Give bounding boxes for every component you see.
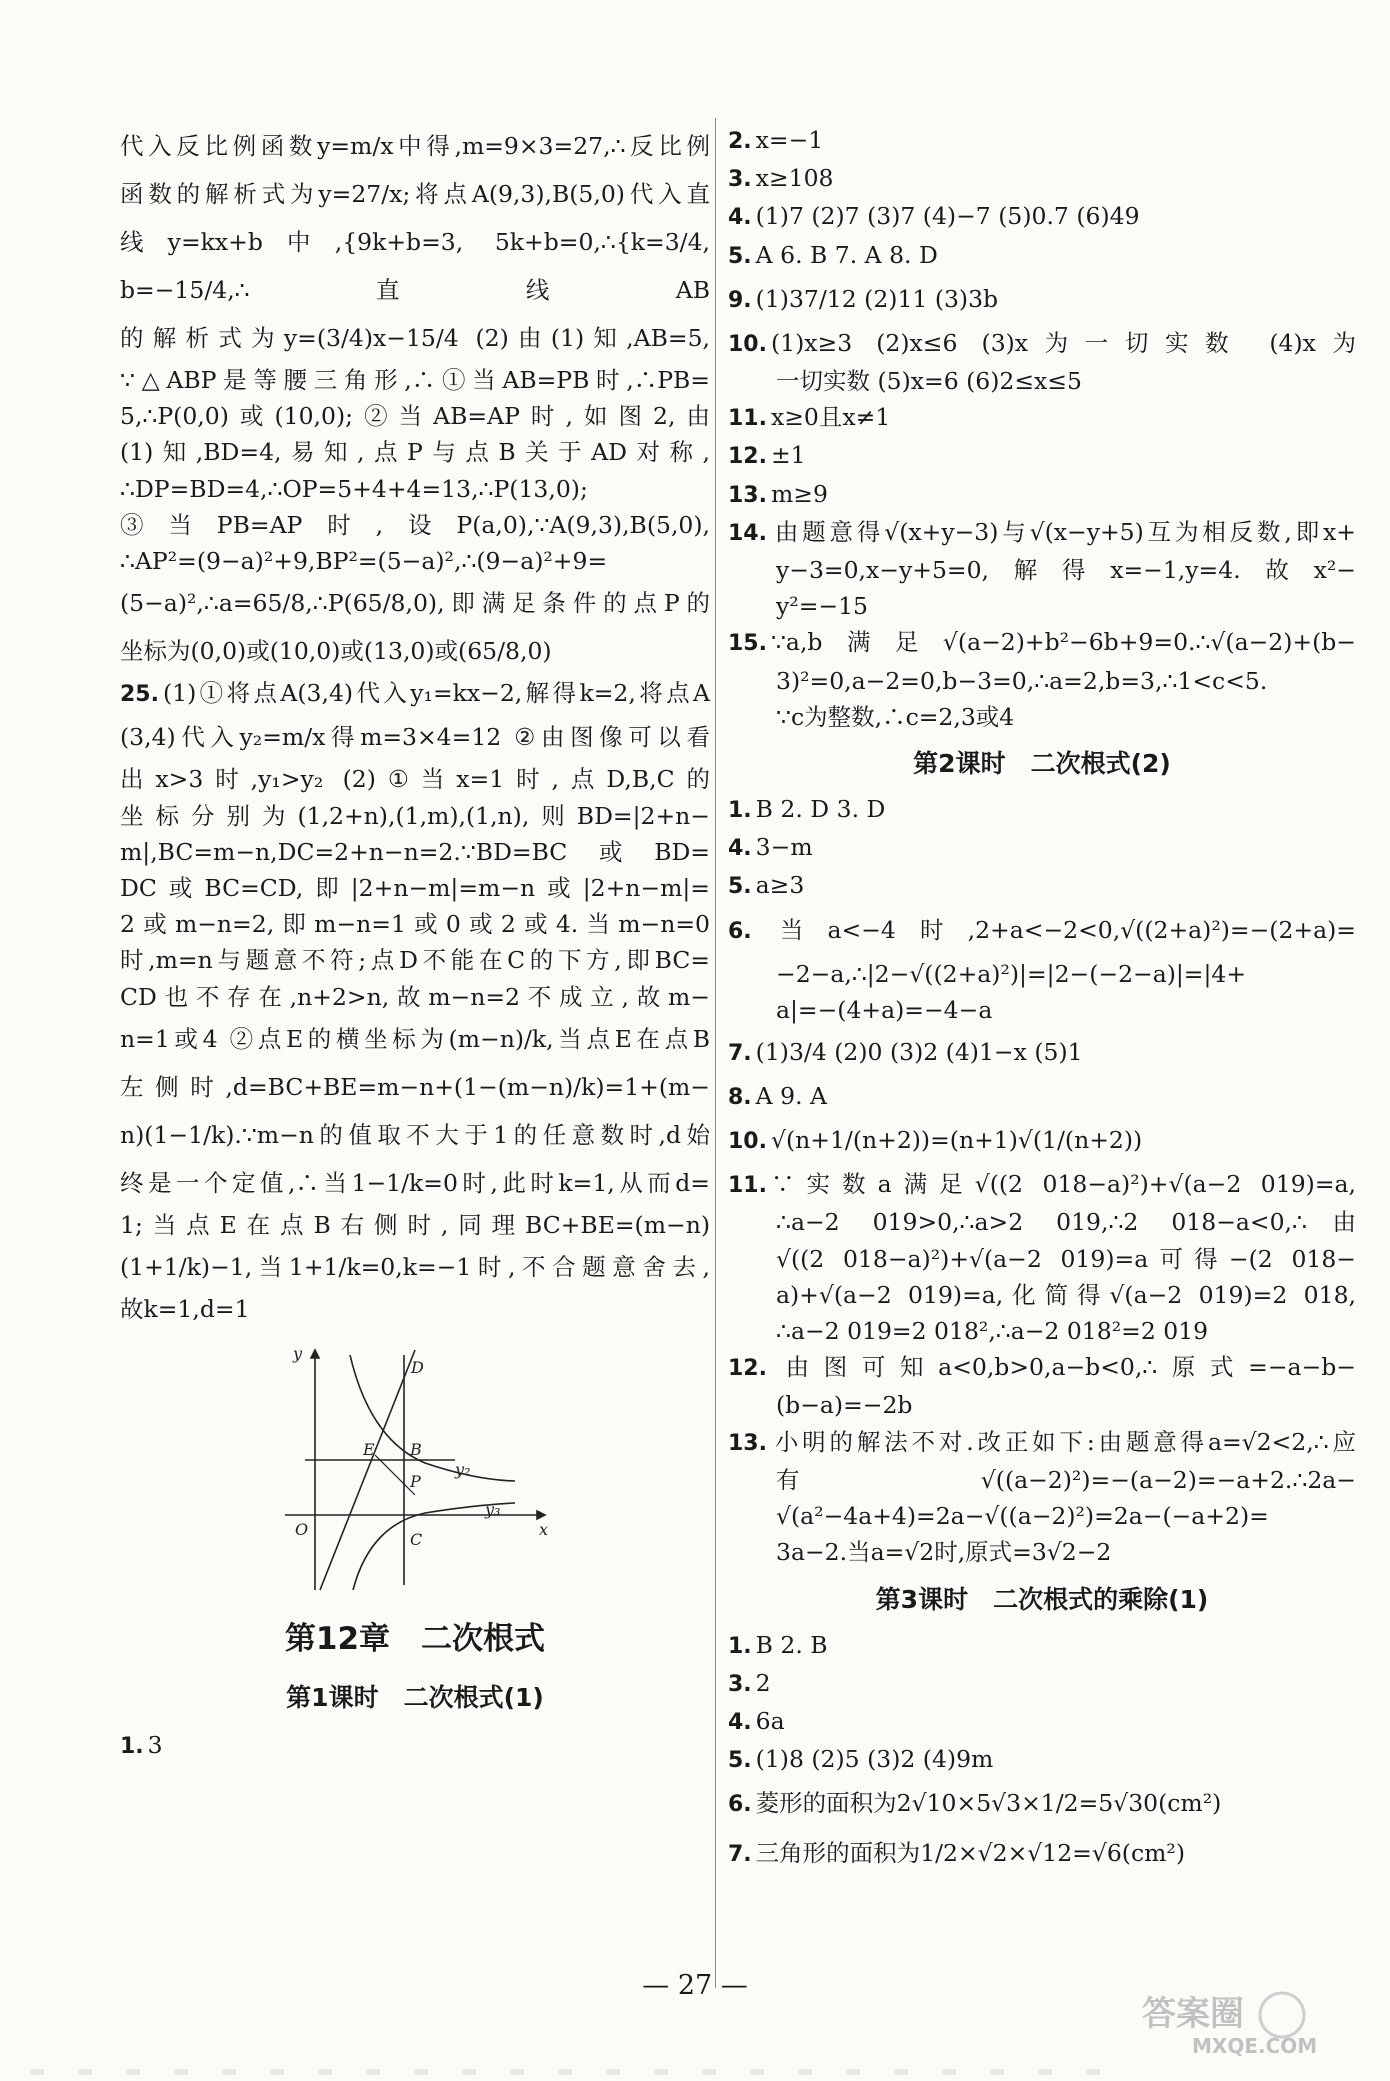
- line-text: 故k=1,d=1: [120, 1295, 250, 1324]
- item-number: 4.: [728, 1709, 752, 1735]
- line-text: (5−a)²,∴a=65/8,∴P(65/8,0),即满足条件的点P的: [120, 589, 710, 618]
- item-number: 9.: [728, 287, 752, 313]
- line-text: 代入反比例函数y=m/x中得,m=9×3=27,∴反比例: [120, 132, 710, 160]
- line-text: √(a²−4a+4)=2a−√((a−2)²)=2a−(−a+2)=: [776, 1502, 1269, 1531]
- answer-line: [120, 398, 710, 434]
- line-text: a≥3: [755, 871, 805, 900]
- watermark-line1: 答案圈: [1142, 1994, 1244, 2034]
- item-number: 3.: [728, 1671, 752, 1697]
- item-number: 4.: [728, 836, 752, 862]
- answer-line: [120, 218, 710, 314]
- item-text: 3: [147, 1731, 163, 1760]
- item-number: 13.: [728, 1430, 767, 1456]
- item-number: 12.: [728, 444, 767, 470]
- line-text: ±1: [770, 441, 806, 470]
- answer-line: [728, 1349, 1356, 1387]
- line-text: n=1或4 ②点E的横坐标为(m−n)/k,当点E在点B: [120, 1024, 710, 1053]
- section-title-2: 第2课时 二次根式(2): [913, 749, 1171, 779]
- item-number: 7.: [728, 1842, 752, 1868]
- line-text: 小明的解法不对.改正如下:由题意得a=√2<2,∴应: [770, 1427, 1356, 1456]
- answer-line: [728, 1424, 1356, 1462]
- line-text: ∴DP=BD=4,∴OP=5+4+4=13,∴P(13,0);: [120, 474, 588, 503]
- right-answer-lines-c: [728, 1627, 1356, 1880]
- answer-line: [728, 325, 1356, 363]
- item-number: 1.: [728, 798, 752, 824]
- line-text: ∵a,b满足√(a−2)+b²−6b+9=0.∴√(a−2)+(b−: [770, 628, 1356, 657]
- item-number: 6.: [728, 918, 752, 944]
- line-text: (1)37/12 (2)11 (3)3b: [755, 284, 999, 313]
- answer-line: [120, 1111, 710, 1159]
- line-text: √((2 018−a)²)+√(a−2 019)=a可得−(2 018−: [776, 1244, 1356, 1273]
- line-text: 的解析式为y=(3/4)x−15/4 (2)由(1)知,AB=5,: [120, 324, 710, 352]
- line-text: 2或m−n=2,即m−n=1或0或2或4.当m−n=0: [120, 910, 710, 939]
- answer-line: [728, 399, 1356, 437]
- line-text: A 6. B 7. A 8. D: [755, 240, 938, 269]
- line-text: DC或BC=CD,即|2+n−m|=m−n或|2+n−m|=: [120, 874, 710, 903]
- answer-line: [728, 1204, 1356, 1240]
- answer-line: [728, 624, 1356, 662]
- answer-line: [120, 627, 710, 675]
- line-text: m|,BC=m−n,DC=2+n−n=2.∵BD=BC或BD=: [120, 837, 710, 866]
- line-text: a|=−(4+a)=−4−a: [776, 995, 993, 1024]
- line-text: 三角形的面积为1/2×√2×√12=√6(cm²): [755, 1839, 1185, 1868]
- answer-line: [728, 1116, 1356, 1166]
- label-b: B: [410, 1440, 422, 1460]
- line-text: 6a: [755, 1706, 785, 1735]
- answer-line: [728, 699, 1356, 735]
- answer-line: [728, 275, 1356, 325]
- answer-line: [728, 1277, 1356, 1313]
- answer-line: [728, 198, 1356, 236]
- answer-line: [728, 1703, 1356, 1741]
- line-text: ③当PB=AP时,设P(a,0),∵A(9,3),B(5,0),: [120, 510, 710, 539]
- line-text: 线y=kx+b中,{9k+b=3, 5k+b=0,∴{k=3/4, b=−15/4,∴直线AB: [120, 228, 710, 304]
- answer-line: [120, 543, 710, 579]
- line-text: (3,4)代入y₂=m/x得m=3×4=12 ②由图像可以看: [120, 723, 710, 752]
- answer-line: [120, 471, 710, 507]
- line-text: 3)²=0,a−2=0,b−3=0,∴a=2,b=3,∴1<c<5.: [776, 666, 1268, 695]
- item-number: 1.: [728, 1633, 752, 1659]
- section-title-3: 第3课时 二次根式的乘除(1): [875, 1584, 1209, 1614]
- item-number: 8.: [728, 1085, 752, 1111]
- right-answer-lines-b: [728, 791, 1356, 1570]
- answer-line: [120, 834, 710, 870]
- line-text: 3a−2.当a=√2时,原式=3√2−2: [776, 1538, 1112, 1567]
- left-column: [120, 122, 710, 1765]
- right-column: [728, 122, 1356, 1879]
- answer-line: [120, 713, 710, 761]
- answer-line: [120, 362, 710, 398]
- answer-line: [728, 1665, 1356, 1703]
- watermark-line2: MXQE.COM: [1192, 2034, 1318, 2058]
- line-text: (1)①将点A(3,4)代入y₁=kx−2,解得k=2,将点A: [162, 679, 710, 708]
- line-text: √(n+1/(n+2))=(n+1)√(1/(n+2)): [770, 1126, 1143, 1155]
- answer-line: [728, 1387, 1356, 1423]
- label-y3: y₃: [485, 1500, 501, 1520]
- line-text: B 2. B: [755, 1630, 828, 1659]
- line-text: 一切实数 (5)x=6 (6)2≤x≤5: [776, 367, 1082, 396]
- watermark-logo: [1132, 1989, 1372, 2059]
- label-p: P: [410, 1472, 421, 1492]
- answer-line: [728, 160, 1356, 198]
- item-number: 5.: [728, 243, 752, 269]
- line-text: (1)知,BD=4,易知,点P与点B关于AD对称,: [120, 438, 710, 467]
- answer-line: [728, 1313, 1356, 1349]
- answer-line: [728, 1779, 1356, 1829]
- answer-item: [120, 1727, 710, 1765]
- line-text: 终是一个定值,∴当1−1/k=0时,此时k=1,从而d=: [120, 1168, 710, 1197]
- answer-line: [728, 1462, 1356, 1498]
- label-o: O: [295, 1520, 309, 1540]
- line-text: 由题意得√(x+y−3)与√(x−y+5)互为相反数,即x+: [770, 517, 1356, 546]
- answer-line: [728, 906, 1356, 956]
- answer-line: [728, 1627, 1356, 1665]
- line-text: ∴AP²=(9−a)²+9,BP²=(5−a)²,∴(9−a)²+9=: [120, 547, 608, 576]
- answer-line: [120, 1243, 710, 1291]
- item-number: 4.: [728, 205, 752, 231]
- answer-line: [120, 1159, 710, 1207]
- answer-line: [120, 122, 710, 170]
- line-text: −2−a,∴|2−√((2+a)²)|=|2−(−2−a)|=|4+: [776, 959, 1247, 988]
- line-text: ∵c为整数,∴c=2,3或4: [776, 702, 1015, 731]
- line-text: (1)7 (2)7 (3)7 (4)−7 (5)0.7 (6)49: [755, 202, 1140, 231]
- label-y2: y₂: [455, 1460, 471, 1480]
- answer-line: [728, 1166, 1356, 1204]
- line-text: CD也不存在,n+2>n,故m−n=2不成立,故m−: [120, 982, 710, 1011]
- line-text: (b−a)=−2b: [776, 1391, 913, 1420]
- answer-line: [728, 1028, 1356, 1078]
- line-text: x≥0且x≠1: [770, 403, 891, 432]
- section-title-1: 第1课时 二次根式(1): [286, 1683, 544, 1713]
- answer-line: [728, 1241, 1356, 1277]
- item-number: 13.: [728, 482, 767, 508]
- answer-line: [120, 1063, 710, 1111]
- answer-line: [120, 1015, 710, 1063]
- line-text: ∴a−2 019=2 018²,∴a−2 018²=2 019: [776, 1317, 1209, 1346]
- hyperbola-upper-branch: [350, 1355, 515, 1481]
- answer-line: [120, 761, 710, 797]
- item-number: 12.: [728, 1356, 767, 1382]
- answer-line: [120, 314, 710, 362]
- line-text: 坐标为(0,0)或(10,0)或(13,0)或(65/8,0): [120, 637, 552, 666]
- answer-line: [120, 579, 710, 627]
- line-text: n)(1−1/k).∵m−n的值取不大于1的任意数时,d始: [120, 1120, 710, 1149]
- answer-line: [728, 437, 1356, 475]
- label-y: y: [293, 1345, 303, 1364]
- line-text: A 9. A: [755, 1082, 827, 1111]
- line-text: x=−1: [755, 126, 824, 154]
- item-number: 5.: [728, 1748, 752, 1774]
- line-text: (1)8 (2)5 (3)2 (4)9m: [755, 1745, 994, 1774]
- answer-line: [120, 942, 710, 978]
- scan-noise: [30, 2069, 1130, 2075]
- answer-line: [728, 588, 1356, 624]
- item-number: 7.: [728, 1041, 752, 1067]
- line-text: 有√((a−2)²)=−(a−2)=−a+2.∴2a−: [776, 1465, 1356, 1494]
- line-text: x≥108: [755, 164, 834, 193]
- answer-line: [120, 1291, 710, 1327]
- answer-line: [728, 1078, 1356, 1116]
- item-number: 11.: [728, 1173, 767, 1199]
- line-text: 菱形的面积为2√10×5√3×1/2=5√30(cm²): [755, 1789, 1222, 1818]
- line-text: 出x>3时,y₁>y₂ (2)①当x=1时,点D,B,C的: [120, 765, 710, 794]
- x-axis-arrow: [537, 1511, 545, 1519]
- label-c: C: [410, 1530, 423, 1550]
- answer-line: [120, 507, 710, 543]
- line-text: 由图可知a<0,b>0,a−b<0,∴原式=−a−b−: [770, 1353, 1356, 1382]
- line-text: 5,∴P(0,0)或(10,0);②当AB=AP时,如图2,由: [120, 402, 710, 431]
- line-text: y−3=0,x−y+5=0,解得x=−1,y=4.故x²−: [776, 556, 1356, 585]
- line-text: ∴a−2 019>0,∴a>2 019,∴2 018−a<0,∴由: [776, 1208, 1356, 1237]
- line-text: y²=−15: [776, 592, 868, 621]
- answer-line: [728, 122, 1356, 160]
- item-number: 2.: [728, 129, 752, 154]
- label-d: D: [411, 1358, 424, 1378]
- answer-line: [728, 363, 1356, 399]
- left-answer-lines: [120, 122, 710, 1327]
- line-text: a)+√(a−2 019)=a,化简得√(a−2 019)=2 018,: [776, 1280, 1356, 1309]
- item-number: 14.: [728, 520, 767, 546]
- line-text: ∵△ABP是等腰三角形,∴①当AB=PB时,∴PB=: [120, 366, 710, 394]
- answer-line: [120, 1207, 710, 1243]
- item-number: 5.: [728, 874, 752, 900]
- function-graph-figure: [275, 1345, 555, 1595]
- line-text: 左侧时,d=BC+BE=m−n+(1−(m−n)/k)=1+(m−: [120, 1072, 710, 1101]
- y-axis-arrow: [311, 1350, 319, 1358]
- page-number: — 27 —: [642, 1970, 748, 2001]
- line-text: 当a<−4时,2+a<−2<0,√((2+a)²)=−(2+a)=: [755, 915, 1356, 944]
- item-number: 11.: [728, 406, 767, 432]
- answer-line: [728, 1498, 1356, 1534]
- line-text: m≥9: [770, 479, 828, 508]
- answer-line: [728, 514, 1356, 552]
- line-text: ∵实数a满足√((2 018−a)²)+√(a−2 019)=a,: [770, 1170, 1356, 1199]
- answer-line: [728, 476, 1356, 514]
- item-number: 6.: [728, 1792, 752, 1818]
- answer-line: [120, 170, 710, 218]
- line-text: 3−m: [755, 833, 813, 862]
- column-divider: [715, 118, 716, 1988]
- chapter-title: 第12章 二次根式: [284, 1621, 546, 1658]
- label-x: x: [539, 1520, 549, 1540]
- answer-line: [728, 791, 1356, 829]
- answer-line: [728, 1534, 1356, 1570]
- answer-line: [120, 870, 710, 906]
- answer-line: [728, 829, 1356, 867]
- line-text: 时,m=n与题意不符;点D不能在C的下方,即BC=: [120, 946, 710, 975]
- line-text: 2: [755, 1668, 771, 1697]
- item-number: 25.: [120, 682, 159, 708]
- segment-ep: [375, 1455, 415, 1495]
- answer-line: [728, 552, 1356, 588]
- answer-line: [728, 956, 1356, 992]
- line-text: 函数的解析式为y=27/x;将点A(9,3),B(5,0)代入直: [120, 180, 710, 208]
- answer-line: [120, 906, 710, 942]
- line-text: (1)3/4 (2)0 (3)2 (4)1−x (5)1: [755, 1038, 1083, 1067]
- item-number: 10.: [728, 331, 767, 357]
- right-answer-lines-a: [728, 122, 1356, 735]
- label-e: E: [363, 1440, 375, 1460]
- answer-line: [728, 867, 1356, 905]
- line-text: B 2. D 3. D: [755, 795, 886, 824]
- answer-line: [120, 798, 710, 834]
- line-text: (1)x≥3 (2)x≤6 (3)x为一切实数 (4)x为: [770, 328, 1356, 357]
- item-number: 15.: [728, 631, 767, 657]
- line-text: 坐标分别为(1,2+n),(1,m),(1,n),则BD=|2+n−: [120, 801, 710, 830]
- answer-line: [120, 979, 710, 1015]
- answer-line: [728, 1829, 1356, 1879]
- item-number: 1.: [120, 1734, 144, 1760]
- answer-line: [728, 1741, 1356, 1779]
- line-text: (1+1/k)−1,当1+1/k=0,k=−1时,不合题意舍去,: [120, 1253, 710, 1282]
- answer-line: [728, 992, 1356, 1028]
- item-number: 10.: [728, 1129, 767, 1155]
- answer-line: [120, 434, 710, 470]
- line-text: 1;当点E在点B右侧时,同理BC+BE=(m−n): [120, 1210, 710, 1239]
- answer-line: [728, 237, 1356, 275]
- answer-line: [728, 663, 1356, 699]
- answer-line: [120, 675, 710, 713]
- item-number: 3.: [728, 167, 752, 193]
